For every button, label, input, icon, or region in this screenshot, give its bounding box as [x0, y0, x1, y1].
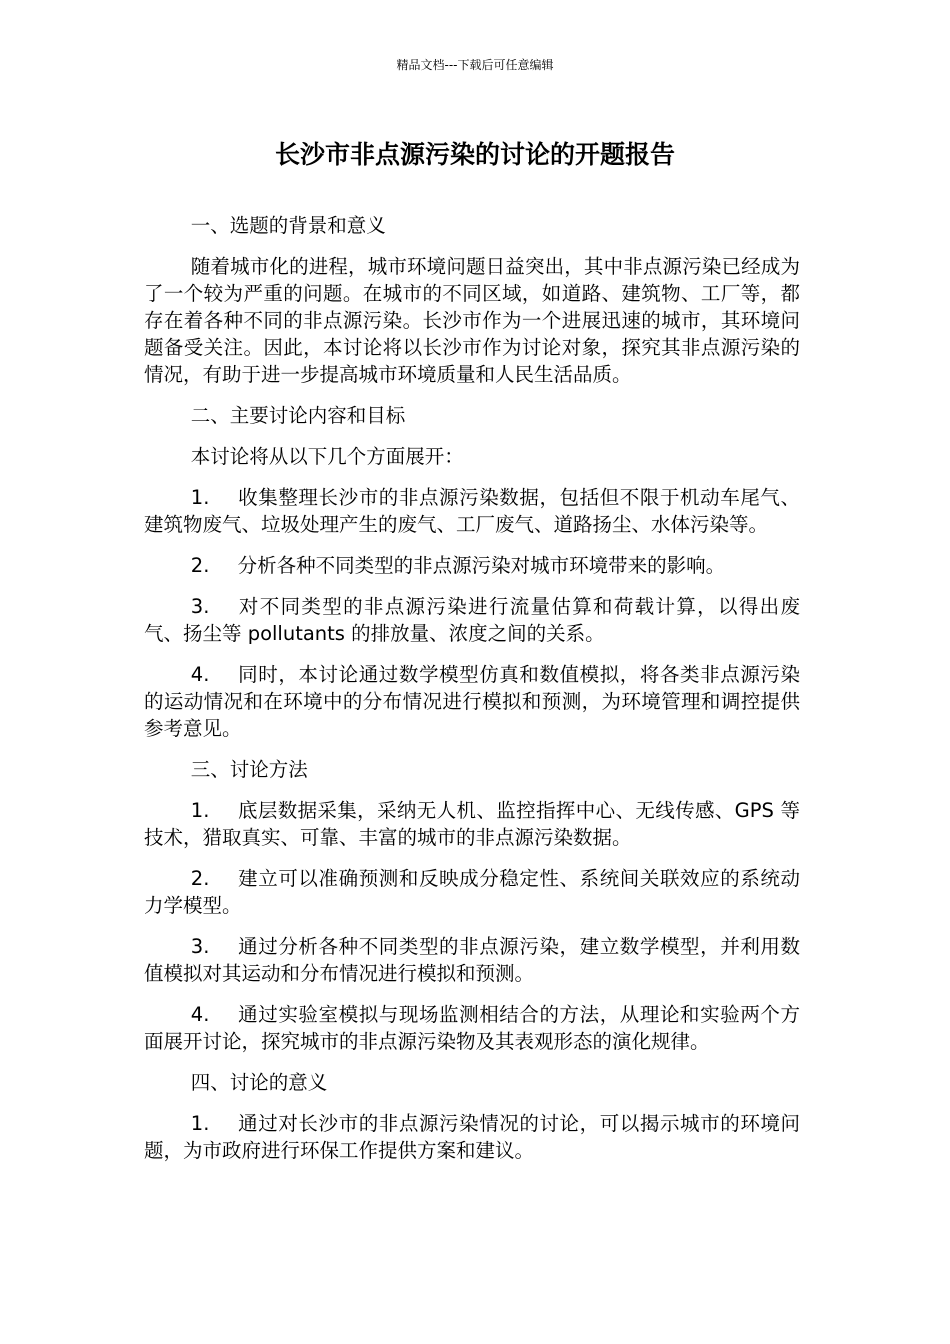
body-paragraph: 随着城市化的进程，城市环境问题日益突出，其中非点源污染已经成为了一个较为严重的问题。在城市的不同区域，如道路、建筑物、工厂等，都存在着各种不同的非点源污染。长沙市作为一个进展迅速的城市，其环境问题备受关注。因此，本讨论将以长沙市作为讨论对象，探究其非点源污染的情况，有助于进一步提高城市环境质量和人民生活品质。: [144, 255, 800, 386]
section-heading: 四、讨论的意义: [190, 1071, 328, 1094]
document-title: 长沙市非点源污染的讨论的开题报告: [274, 140, 675, 169]
list-number: 1.: [190, 1112, 210, 1135]
list-item: 1. 通过对长沙市的非点源污染情况的讨论，可以揭示城市的环境问题，为市政府进行环保工作提供方案和建议。: [144, 1112, 800, 1162]
list-number: 3.: [190, 595, 210, 618]
section-heading: 二、主要讨论内容和目标: [190, 404, 406, 427]
list-item: 4. 同时，本讨论通过数学模型仿真和数值模拟，将各类非点源污染的运动情况和在环境中的分布情况进行模拟和预测，为环境管理和调控提供参考意见。: [144, 663, 800, 740]
list-item: 2. 分析各种不同类型的非点源污染对城市环境带来的影响。: [190, 554, 726, 577]
list-item: 1. 底层数据采集，采纳无人机、监控指挥中心、无线传感、GPS 等技术，猎取真实、可靠、丰富的城市的非点源污染数据。: [144, 799, 800, 849]
document-body: [144, 212, 800, 1178]
list-number: 4.: [190, 663, 210, 686]
list-number: 1.: [190, 486, 210, 509]
list-item: 1. 收集整理长沙市的非点源污染数据，包括但不限于机动车尾气、建筑物废气、垃圾处理产生的废气、工厂废气、道路扬尘、水体污染等。: [144, 486, 800, 536]
list-item: 2. 建立可以准确预测和反映成分稳定性、系统间关联效应的系统动力学模型。: [144, 867, 800, 917]
list-number: 1.: [190, 799, 210, 822]
list-item: 3. 对不同类型的非点源污染进行流量估算和荷载计算，以得出废气、扬尘等 pollutants 的排放量、浓度之间的关系。: [144, 595, 800, 645]
list-number: 4.: [190, 1003, 210, 1026]
section-heading: 三、讨论方法: [190, 758, 308, 781]
list-item: 3. 通过分析各种不同类型的非点源污染，建立数学模型，并利用数值模拟对其运动和分布情况进行模拟和预测。: [144, 935, 800, 985]
body-paragraph: 本讨论将从以下几个方面展开：: [190, 445, 464, 468]
list-item: 4. 通过实验室模拟与现场监测相结合的方法，从理论和实验两个方面展开讨论，探究城市的非点源污染物及其表观形态的演化规律。: [144, 1003, 800, 1053]
list-number: 2.: [190, 867, 210, 890]
section-heading: 一、选题的背景和意义: [190, 214, 386, 237]
list-number: 2.: [190, 554, 210, 577]
list-number: 3.: [190, 935, 210, 958]
header-note: 精品文档---下载后可任意编辑: [396, 58, 554, 72]
